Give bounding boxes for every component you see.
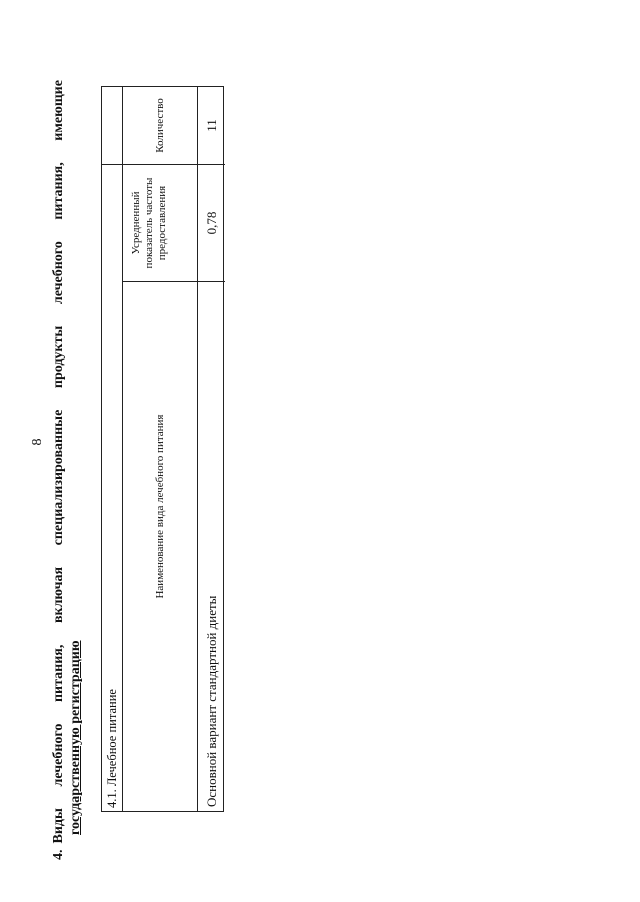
- column-header-name: Наименование вида лечебного питания: [123, 281, 197, 811]
- table-header-row: [123, 87, 198, 811]
- heading-word: 4.Виды: [51, 808, 66, 860]
- column-header-count: Количество: [153, 98, 166, 153]
- heading-word: продукты: [51, 325, 66, 389]
- heading-word: лечебного: [51, 241, 66, 305]
- heading-word: включая: [51, 566, 66, 624]
- cell-name: Основной вариант стандартной диеты: [198, 281, 225, 811]
- section-heading-line2: государственную регистрацию: [68, 640, 83, 835]
- table-section-title: 4.1. Лечебное питание: [102, 87, 123, 811]
- heading-word: питания,: [51, 162, 66, 220]
- nutrition-table: [101, 86, 224, 812]
- heading-word: специализированные: [51, 409, 66, 546]
- heading-word: лечебного: [51, 723, 66, 787]
- page-number: 8: [30, 438, 45, 446]
- cell-frequency: 0,78: [198, 164, 225, 281]
- cell-count: 11: [203, 119, 219, 132]
- table-row: [198, 87, 225, 811]
- section-number: 4.: [51, 849, 66, 860]
- rotated-page-content: [20, 80, 220, 860]
- heading-word: имеющие: [51, 80, 66, 141]
- heading-word: питания,: [51, 644, 66, 703]
- section-heading: [50, 80, 84, 860]
- section-heading-line1: [50, 80, 67, 860]
- column-header-frequency: Усредненный показатель частоты предоставления: [102, 164, 197, 281]
